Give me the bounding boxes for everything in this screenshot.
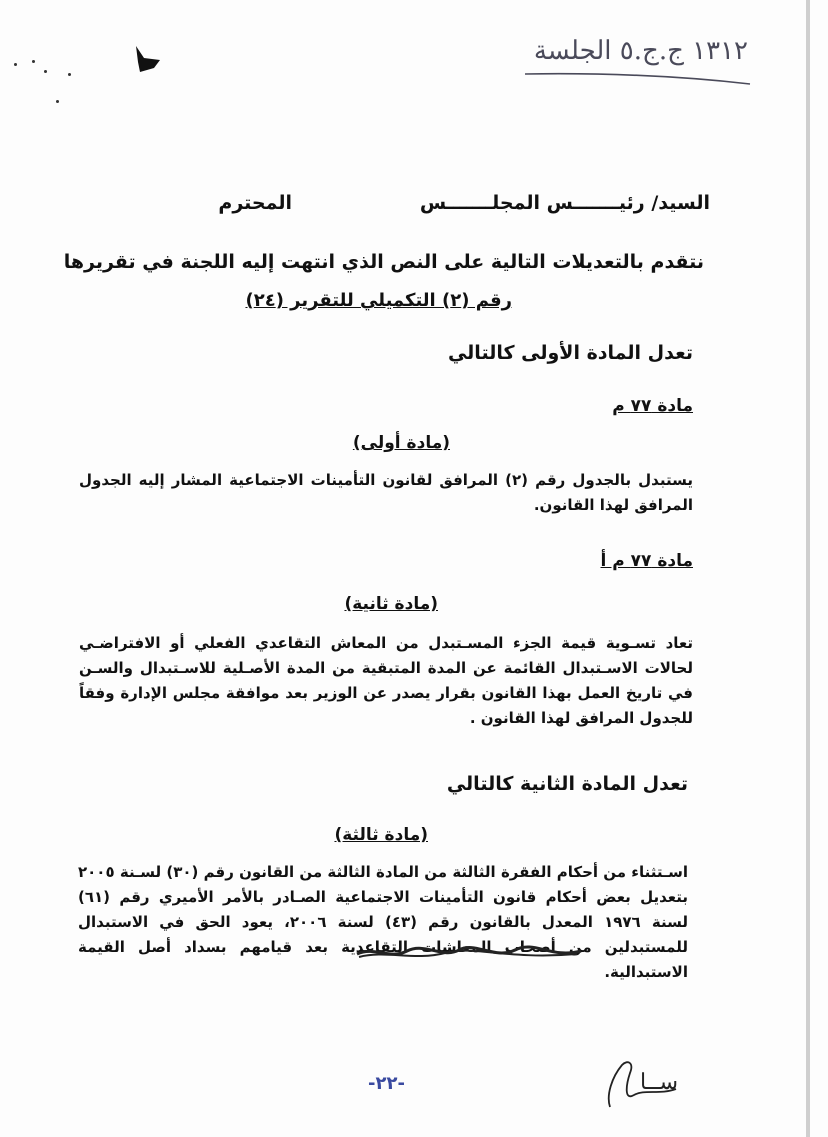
intro-line-1: نتقدم بالتعديلات التالية على النص الذي انتهت إليه اللجنة في تقريرها xyxy=(63,251,704,273)
article-text-first: يستبدل بالجدول رقم (٢) المرافق لقانون التأمينات الاجتماعية المشار إليه الجدول المرافق لهذا القانون. xyxy=(79,471,693,514)
section-2-heading: تعدل المادة الثانية كالتالي xyxy=(446,773,688,795)
article-title-second: (مادة ثانية) xyxy=(344,594,438,614)
reference-underline xyxy=(525,70,765,90)
intro-line-2: رقم (٢) التكميلي للتقرير (٢٤) xyxy=(245,290,512,311)
addressee-line: السيد/ رئيـــــــس المجلـــــــس xyxy=(419,192,710,214)
signature-stroke xyxy=(604,1055,684,1115)
page-edge xyxy=(806,0,810,1137)
article-text-third: اسـتثناء من أحكام الفقرة الثالثة من المادة الثالثة من القانون رقم (٣٠) لسـنة ٢٠٠٥ بتعديل بعض أحكام قانون التأمينات الاجتماعية الصـادر بالأمر الأميري رقم (٦١) لسنة ١٩٧٦ المعدل بالقانون رقم (٤٣) لسنة ٢٠٠٦، يعود الحق في الاستبدال للمستبدلين من أصحاب المعاشات التقاعدية بعد قيامهم بسداد أصل القيمة الاستبدالية. xyxy=(78,863,688,981)
article-title-first: (مادة أولى) xyxy=(352,433,450,453)
page-number: -٢٢- xyxy=(368,1073,405,1094)
signature: ســا xyxy=(639,1070,678,1095)
handwritten-reference: ١٣١٢ ج.ج.٥ الجلسة xyxy=(533,36,748,66)
ink-blot xyxy=(130,42,166,76)
honorific: المحترم xyxy=(218,192,292,214)
article-number-77m: مادة ٧٧ م xyxy=(612,396,693,416)
article-text-second: تعاد تسـوية قيمة الجزء المسـتبدل من المعاش التقاعدي الفعلي أو الافتراضـي لحالات الاسـتبدال القائمة عن المدة المتبقية من المدة الأصـلية للاسـتبدال والسـن في تاريخ العمل بهذا القانون بقرار يصدر عن الوزير بعد موافقة مجلس الإدارة وفقاً للجدول المرافق لهذا القانون . xyxy=(79,634,693,727)
section-1-heading: تعدل المادة الأولى كالتالي xyxy=(447,342,693,364)
article-title-third: (مادة ثالثة) xyxy=(334,825,428,845)
handwritten-strike-scribble xyxy=(355,942,585,964)
article-number-77ma: مادة ٧٧ م أ xyxy=(600,551,693,571)
